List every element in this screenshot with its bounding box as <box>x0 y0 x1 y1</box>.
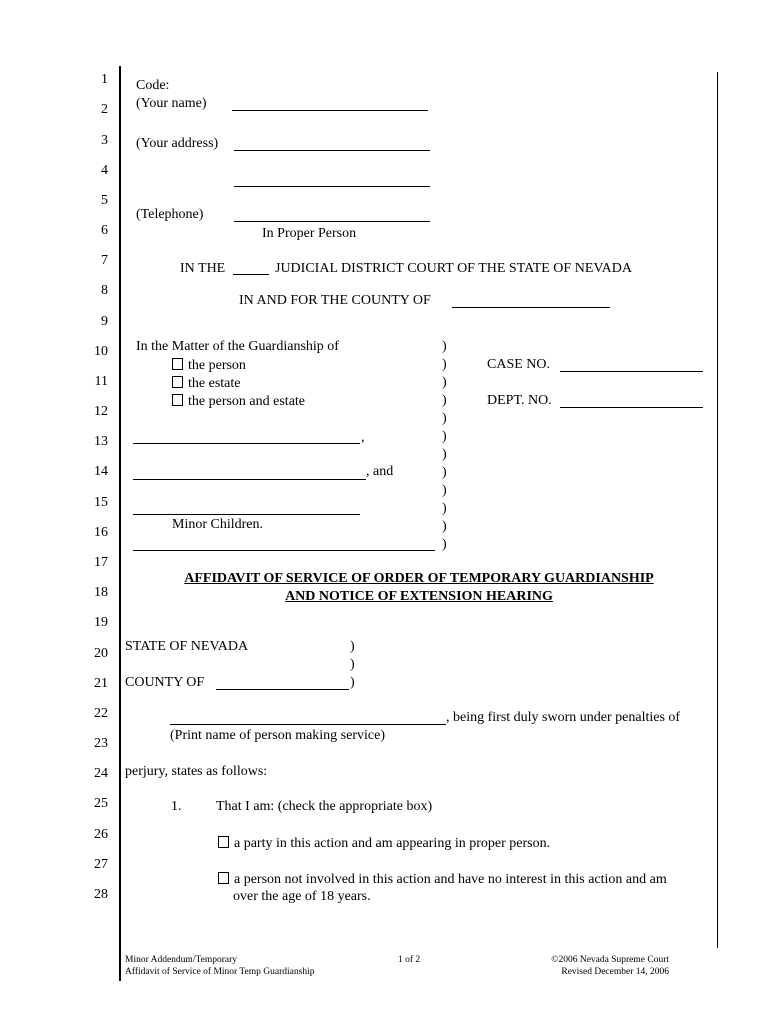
line-number: 26 <box>94 827 108 842</box>
case-no-blank[interactable] <box>560 371 703 372</box>
party-option-label: a party in this action and am appearing in proper person. <box>234 836 551 851</box>
state-label: STATE OF NEVADA <box>125 639 249 654</box>
party-blank-1[interactable] <box>133 443 360 444</box>
footer-page: 1 of 2 <box>398 955 421 965</box>
line-number: 22 <box>94 706 108 721</box>
telephone-label: (Telephone) <box>136 207 204 222</box>
paren: ) <box>442 411 447 426</box>
paren: ) <box>442 429 447 444</box>
line-number: 18 <box>94 585 108 600</box>
line-number: 23 <box>94 736 108 751</box>
court-name: JUDICIAL DISTRICT COURT OF THE STATE OF NEVADA <box>275 261 633 276</box>
non-party-option-line-2: over the age of 18 years. <box>233 889 371 904</box>
line-number: 11 <box>94 374 108 389</box>
paren: ) <box>350 675 355 690</box>
print-name-caption: (Print name of person making service) <box>170 728 385 743</box>
right-margin-rule <box>717 72 718 948</box>
line-number: 12 <box>94 404 108 419</box>
footer-right-2: Revised December 14, 2006 <box>561 967 669 977</box>
checkbox-icon[interactable] <box>218 872 229 884</box>
line-number: 3 <box>101 133 108 148</box>
paren: ) <box>442 357 447 372</box>
paren: ) <box>442 339 447 354</box>
document-title-line-2: AND NOTICE OF EXTENSION HEARING <box>285 589 553 604</box>
option-label: the person <box>188 358 246 373</box>
line-number: 19 <box>94 615 108 630</box>
line-number: 10 <box>94 344 108 359</box>
line-number: 4 <box>101 163 108 178</box>
item-text: That I am: (check the appropriate box) <box>216 799 433 814</box>
line-number: 21 <box>94 676 108 691</box>
guardianship-option <box>172 394 305 409</box>
line-number: 13 <box>94 434 108 449</box>
party-option <box>218 836 550 851</box>
county-prefix: IN AND FOR THE COUNTY OF <box>239 293 431 308</box>
comma-text: , <box>361 430 365 445</box>
footer-left-1: Minor Addendum/Temporary <box>125 955 237 965</box>
paren: ) <box>442 375 447 390</box>
paren: ) <box>442 501 447 516</box>
address-blank-2[interactable] <box>234 186 430 187</box>
line-number: 1 <box>101 72 108 87</box>
county-blank[interactable] <box>452 307 610 308</box>
district-blank[interactable] <box>233 274 269 275</box>
checkbox-icon[interactable] <box>172 358 183 370</box>
line-number: 2 <box>101 102 108 117</box>
code-label: Code: <box>136 78 170 93</box>
matter-label: In the Matter of the Guardianship of <box>136 339 339 354</box>
line-number: 27 <box>94 857 108 872</box>
line-number: 15 <box>94 495 108 510</box>
non-party-option <box>218 872 667 887</box>
telephone-blank[interactable] <box>234 221 430 222</box>
guardianship-option <box>172 358 246 373</box>
guardianship-option <box>172 376 240 391</box>
party-blank-3[interactable] <box>133 514 360 515</box>
paren: ) <box>442 393 447 408</box>
document-title-line-1: AFFIDAVIT OF SERVICE OF ORDER OF TEMPORARY GUARDIANSHIP <box>184 571 654 586</box>
line-number: 8 <box>101 283 108 298</box>
sworn-text: , being first duly sworn under penalties of <box>446 710 681 725</box>
line-number: 25 <box>94 796 108 811</box>
name-label: (Your name) <box>136 96 207 111</box>
left-margin-rule <box>119 66 121 981</box>
line-number: 17 <box>94 555 108 570</box>
case-no-label: CASE NO. <box>487 357 551 372</box>
line-number: 9 <box>101 314 108 329</box>
footer-left-2: Affidavit of Service of Minor Temp Guardianship <box>125 967 315 977</box>
paren: ) <box>442 447 447 462</box>
line-number: 14 <box>94 464 108 479</box>
venue-county-blank[interactable] <box>216 689 349 690</box>
line-number: 28 <box>94 887 108 902</box>
option-label: the estate <box>188 376 241 391</box>
checkbox-icon[interactable] <box>172 376 183 388</box>
dept-no-label: DEPT. NO. <box>487 393 552 408</box>
proper-person-label: In Proper Person <box>262 226 357 241</box>
paren: ) <box>350 639 355 654</box>
footer-right-1: ©2006 Nevada Supreme Court <box>551 955 669 965</box>
perjury-text: perjury, states as follows: <box>125 764 268 779</box>
minor-children-label: Minor Children. <box>172 517 263 532</box>
line-number: 20 <box>94 646 108 661</box>
paren: ) <box>350 657 355 672</box>
line-number: 16 <box>94 525 108 540</box>
line-number: 24 <box>94 766 108 781</box>
party-blank-4[interactable] <box>133 550 435 551</box>
paren: ) <box>442 465 447 480</box>
name-blank[interactable] <box>232 110 428 111</box>
line-number: 7 <box>101 253 108 268</box>
checkbox-icon[interactable] <box>218 836 229 848</box>
server-name-blank[interactable] <box>170 724 446 725</box>
non-party-option-label: a person not involved in this action and have no interest in this action and am <box>234 872 667 887</box>
address-blank-1[interactable] <box>234 150 430 151</box>
address-label: (Your address) <box>136 136 219 151</box>
item-number: 1. <box>171 799 182 814</box>
option-label: the person and estate <box>188 394 306 409</box>
county-label: COUNTY OF <box>125 675 205 690</box>
and-text: , and <box>366 464 394 479</box>
court-prefix: IN THE <box>180 261 226 276</box>
line-number: 6 <box>101 223 108 238</box>
line-number: 5 <box>101 193 108 208</box>
dept-no-blank[interactable] <box>560 407 703 408</box>
party-blank-2[interactable] <box>133 479 366 480</box>
paren: ) <box>442 519 447 534</box>
paren: ) <box>442 537 447 552</box>
checkbox-icon[interactable] <box>172 394 183 406</box>
paren: ) <box>442 483 447 498</box>
